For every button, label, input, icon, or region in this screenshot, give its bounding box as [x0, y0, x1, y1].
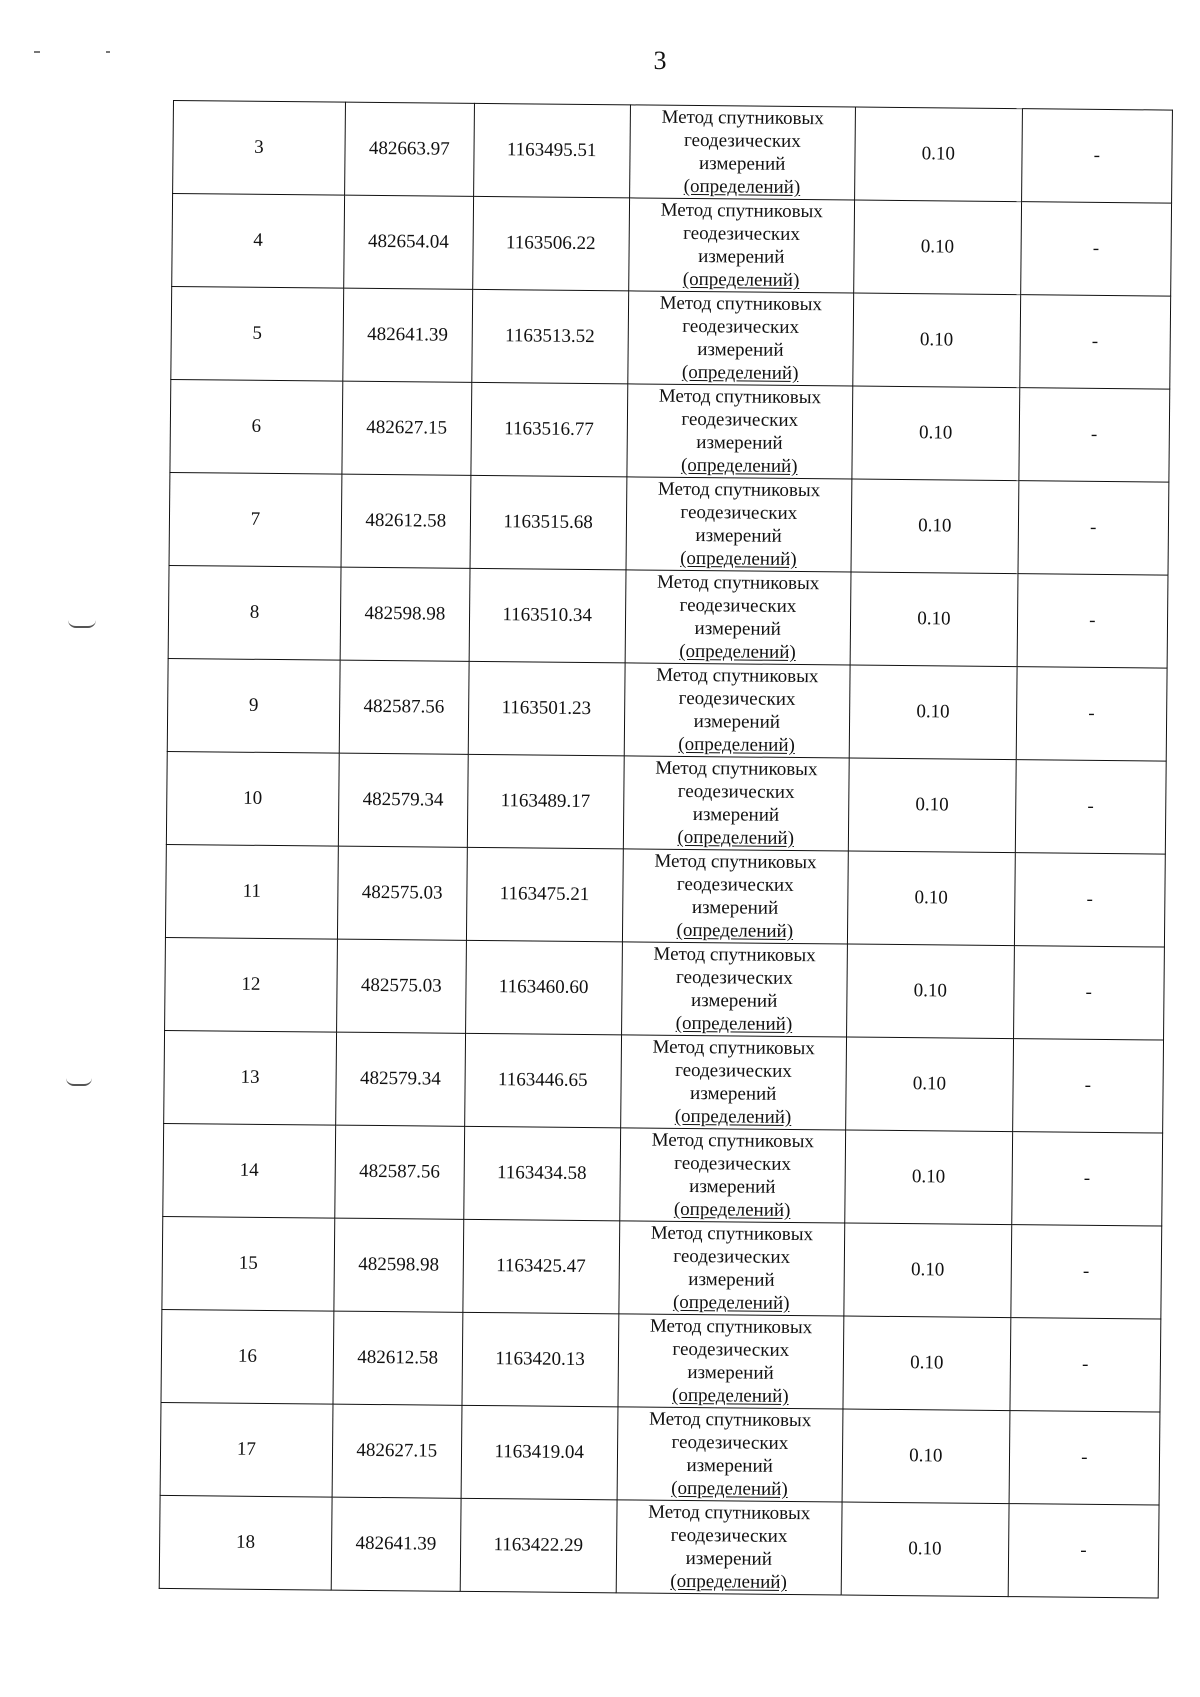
- y-coordinate-cell: 1163510.34: [469, 568, 626, 662]
- method-line: геодезических: [676, 873, 794, 896]
- method-line: (определений): [679, 640, 796, 664]
- point-number-cell: 5: [171, 286, 344, 381]
- method-line: геодезических: [680, 501, 798, 525]
- method-line: (определений): [673, 1198, 791, 1221]
- method-line: измерений: [687, 1361, 774, 1384]
- method-line: измерений: [691, 897, 779, 919]
- y-coordinate-cell: 1163434.58: [464, 1126, 621, 1220]
- method-cell: [623, 756, 849, 851]
- coordinates-table-body: [159, 101, 1172, 1599]
- table-row: [162, 1216, 1162, 1319]
- y-coordinate-cell: 1163475.21: [466, 847, 623, 941]
- y-coordinate-cell: 1163420.13: [462, 1312, 619, 1406]
- point-number-cell: 10: [166, 751, 339, 846]
- point-number-cell: 18: [159, 1495, 332, 1590]
- method-line: Метод спутниковых: [654, 850, 817, 874]
- method-line: (определений): [683, 175, 801, 199]
- note-cell: -: [1015, 760, 1166, 854]
- method-cell: [622, 849, 848, 944]
- point-number-cell: 17: [160, 1402, 333, 1497]
- accuracy-cell: 0.10: [848, 851, 1015, 946]
- note-cell: -: [1012, 1039, 1163, 1133]
- method-line: геодезических: [670, 1524, 788, 1547]
- point-number-cell: 6: [170, 379, 343, 474]
- x-coordinate-cell: 482654.04: [344, 195, 474, 289]
- table-row: [167, 658, 1167, 761]
- method-line: измерений: [685, 1547, 773, 1570]
- table-row: [165, 937, 1165, 1040]
- note-cell: -: [1010, 1318, 1161, 1412]
- method-cell: [629, 105, 855, 200]
- method-line: Метод спутниковых: [661, 106, 824, 130]
- y-coordinate-cell: 1163513.52: [472, 289, 629, 383]
- accuracy-cell: 0.10: [851, 479, 1018, 574]
- method-line: Метод спутниковых: [651, 1129, 815, 1153]
- y-coordinate-cell: 1163501.23: [468, 661, 625, 755]
- method-line: измерений: [695, 525, 782, 547]
- method-cell: [627, 291, 853, 386]
- method-line: (определений): [678, 733, 795, 756]
- note-cell: -: [1017, 574, 1168, 668]
- y-coordinate-cell: 1163460.60: [465, 940, 622, 1034]
- method-line: Метод спутниковых: [659, 292, 823, 316]
- method-line: геодезических: [671, 1431, 789, 1454]
- x-coordinate-cell: 482579.34: [338, 753, 468, 847]
- method-line: (определений): [674, 1105, 792, 1128]
- note-cell: -: [1019, 295, 1170, 389]
- method-line: измерений: [694, 618, 781, 640]
- method-line: измерений: [698, 246, 785, 268]
- method-line: измерений: [697, 339, 784, 361]
- point-number-cell: 9: [167, 658, 340, 753]
- method-line: геодезических: [674, 1152, 792, 1175]
- y-coordinate-cell: 1163425.47: [463, 1219, 620, 1313]
- point-number-cell: 13: [164, 1030, 337, 1125]
- method-line: геодезических: [675, 1059, 792, 1082]
- method-line: (определений): [680, 454, 798, 478]
- method-line: измерений: [690, 990, 778, 1012]
- method-line: Метод спутниковых: [650, 1222, 814, 1246]
- scan-speck: [34, 51, 40, 53]
- method-cell: [628, 198, 854, 293]
- method-cell: [620, 1035, 846, 1130]
- method-line: Метод спутниковых: [655, 757, 818, 781]
- table-row: [166, 751, 1166, 854]
- table-row: [159, 1495, 1159, 1598]
- method-line: измерений: [689, 1176, 776, 1198]
- y-coordinate-cell: 1163422.29: [460, 1498, 617, 1592]
- table-row: [170, 379, 1170, 482]
- method-line: (определений): [680, 547, 797, 571]
- method-line: измерений: [688, 1269, 775, 1291]
- accuracy-cell: 0.10: [847, 944, 1014, 1039]
- point-number-cell: 11: [165, 844, 338, 939]
- method-line: Метод спутниковых: [656, 664, 819, 688]
- method-line: измерений: [690, 1083, 777, 1105]
- table-row: [160, 1402, 1160, 1505]
- method-line: (определений): [671, 1477, 788, 1500]
- point-number-cell: 16: [161, 1309, 334, 1404]
- note-cell: -: [1020, 202, 1171, 296]
- note-cell: -: [1018, 388, 1169, 482]
- method-line: геодезических: [675, 966, 793, 989]
- method-cell: [618, 1221, 844, 1316]
- table-row: [164, 1030, 1164, 1133]
- note-cell: -: [1010, 1225, 1161, 1319]
- page-number: 3: [653, 46, 667, 75]
- method-line: (определений): [670, 1570, 787, 1593]
- x-coordinate-cell: 482587.56: [335, 1125, 465, 1219]
- accuracy-cell: 0.10: [848, 758, 1015, 853]
- note-cell: -: [1008, 1504, 1159, 1598]
- method-line: геодезических: [678, 687, 796, 711]
- method-line: измерений: [686, 1454, 773, 1477]
- table-row: [161, 1309, 1161, 1412]
- note-cell: -: [1021, 109, 1172, 203]
- y-coordinate-cell: 1163446.65: [464, 1033, 621, 1127]
- scan-speck: [106, 51, 110, 53]
- x-coordinate-cell: 482612.58: [333, 1311, 463, 1405]
- method-line: геодезических: [682, 315, 800, 339]
- method-line: (определений): [677, 826, 795, 849]
- method-line: Метод спутниковых: [657, 478, 821, 502]
- accuracy-cell: 0.10: [843, 1316, 1010, 1411]
- accuracy-cell: 0.10: [855, 107, 1022, 202]
- table-row: [169, 472, 1169, 575]
- point-number-cell: 3: [173, 101, 346, 196]
- method-line: (определений): [672, 1384, 789, 1407]
- accuracy-cell: 0.10: [841, 1502, 1008, 1597]
- table-row: [171, 286, 1171, 389]
- table-row: [168, 565, 1168, 668]
- method-cell: [617, 1314, 843, 1409]
- method-line: геодезических: [679, 594, 797, 618]
- point-number-cell: 12: [165, 937, 338, 1032]
- method-cell: [621, 942, 847, 1037]
- table-row: [163, 1123, 1163, 1226]
- method-line: Метод спутниковых: [660, 199, 823, 223]
- note-cell: -: [1013, 946, 1164, 1040]
- table-row: [165, 844, 1165, 947]
- point-number-cell: 8: [168, 565, 341, 660]
- x-coordinate-cell: 482575.03: [336, 939, 466, 1033]
- method-cell: [626, 384, 852, 479]
- method-cell: [619, 1128, 845, 1223]
- method-line: Метод спутниковых: [658, 385, 822, 409]
- point-number-cell: 14: [163, 1123, 336, 1218]
- accuracy-cell: 0.10: [854, 200, 1021, 295]
- x-coordinate-cell: 482641.39: [343, 288, 473, 382]
- x-coordinate-cell: 482663.97: [344, 102, 474, 196]
- method-line: измерений: [692, 804, 780, 826]
- point-number-cell: 15: [162, 1216, 335, 1311]
- method-line: Метод спутниковых: [652, 1036, 815, 1060]
- table-row: [172, 194, 1172, 297]
- note-cell: -: [1018, 481, 1169, 575]
- x-coordinate-cell: 482612.58: [341, 474, 471, 568]
- x-coordinate-cell: 482579.34: [336, 1032, 466, 1126]
- y-coordinate-cell: 1163515.68: [470, 475, 627, 569]
- x-coordinate-cell: 482598.98: [334, 1218, 464, 1312]
- coordinates-table: [159, 100, 1173, 1599]
- method-line: геодезических: [683, 129, 801, 153]
- method-line: геодезических: [673, 1245, 791, 1268]
- method-line: (определений): [676, 919, 794, 942]
- accuracy-cell: 0.10: [850, 572, 1017, 667]
- x-coordinate-cell: 482587.56: [339, 660, 469, 754]
- note-cell: -: [1016, 667, 1167, 761]
- method-cell: [624, 663, 850, 758]
- y-coordinate-cell: 1163506.22: [472, 196, 629, 290]
- method-line: геодезических: [677, 780, 795, 803]
- y-coordinate-cell: 1163419.04: [461, 1405, 618, 1499]
- method-line: Метод спутниковых: [656, 571, 820, 595]
- note-cell: -: [1009, 1411, 1160, 1505]
- table-row: [173, 101, 1173, 204]
- accuracy-cell: 0.10: [844, 1223, 1011, 1318]
- accuracy-cell: 0.10: [846, 1037, 1013, 1132]
- method-line: Метод спутниковых: [649, 1315, 813, 1339]
- method-line: (определений): [675, 1012, 793, 1035]
- x-coordinate-cell: 482598.98: [340, 567, 470, 661]
- x-coordinate-cell: 482641.39: [331, 1497, 461, 1591]
- y-coordinate-cell: 1163489.17: [467, 754, 624, 848]
- x-coordinate-cell: 482627.15: [332, 1404, 462, 1498]
- method-line: измерений: [698, 153, 786, 175]
- method-line: (определений): [672, 1291, 790, 1314]
- method-cell: [625, 570, 851, 665]
- accuracy-cell: 0.10: [853, 293, 1020, 388]
- method-line: Метод спутниковых: [653, 943, 816, 967]
- x-coordinate-cell: 482575.03: [337, 846, 467, 940]
- method-line: измерений: [693, 711, 781, 733]
- method-line: геодезических: [672, 1338, 790, 1361]
- method-line: геодезических: [683, 222, 800, 246]
- accuracy-cell: 0.10: [852, 386, 1019, 481]
- method-cell: [626, 477, 852, 572]
- scan-mark: [68, 620, 96, 628]
- note-cell: -: [1011, 1132, 1162, 1226]
- point-number-cell: 4: [172, 194, 345, 289]
- y-coordinate-cell: 1163516.77: [471, 382, 628, 476]
- method-line: геодезических: [681, 408, 799, 432]
- method-line: измерений: [696, 432, 783, 454]
- method-line: Метод спутниковых: [648, 1408, 812, 1432]
- scan-mark: [66, 1078, 92, 1086]
- method-cell: [617, 1407, 843, 1502]
- accuracy-cell: 0.10: [845, 1130, 1012, 1225]
- accuracy-cell: 0.10: [849, 665, 1016, 760]
- y-coordinate-cell: 1163495.51: [473, 103, 630, 197]
- method-cell: [616, 1500, 842, 1595]
- x-coordinate-cell: 482627.15: [342, 381, 472, 475]
- method-line: (определений): [682, 268, 800, 292]
- method-line: Метод спутниковых: [648, 1501, 811, 1525]
- method-line: (определений): [681, 361, 799, 385]
- note-cell: -: [1014, 853, 1165, 947]
- point-number-cell: 7: [169, 472, 342, 567]
- accuracy-cell: 0.10: [842, 1409, 1009, 1504]
